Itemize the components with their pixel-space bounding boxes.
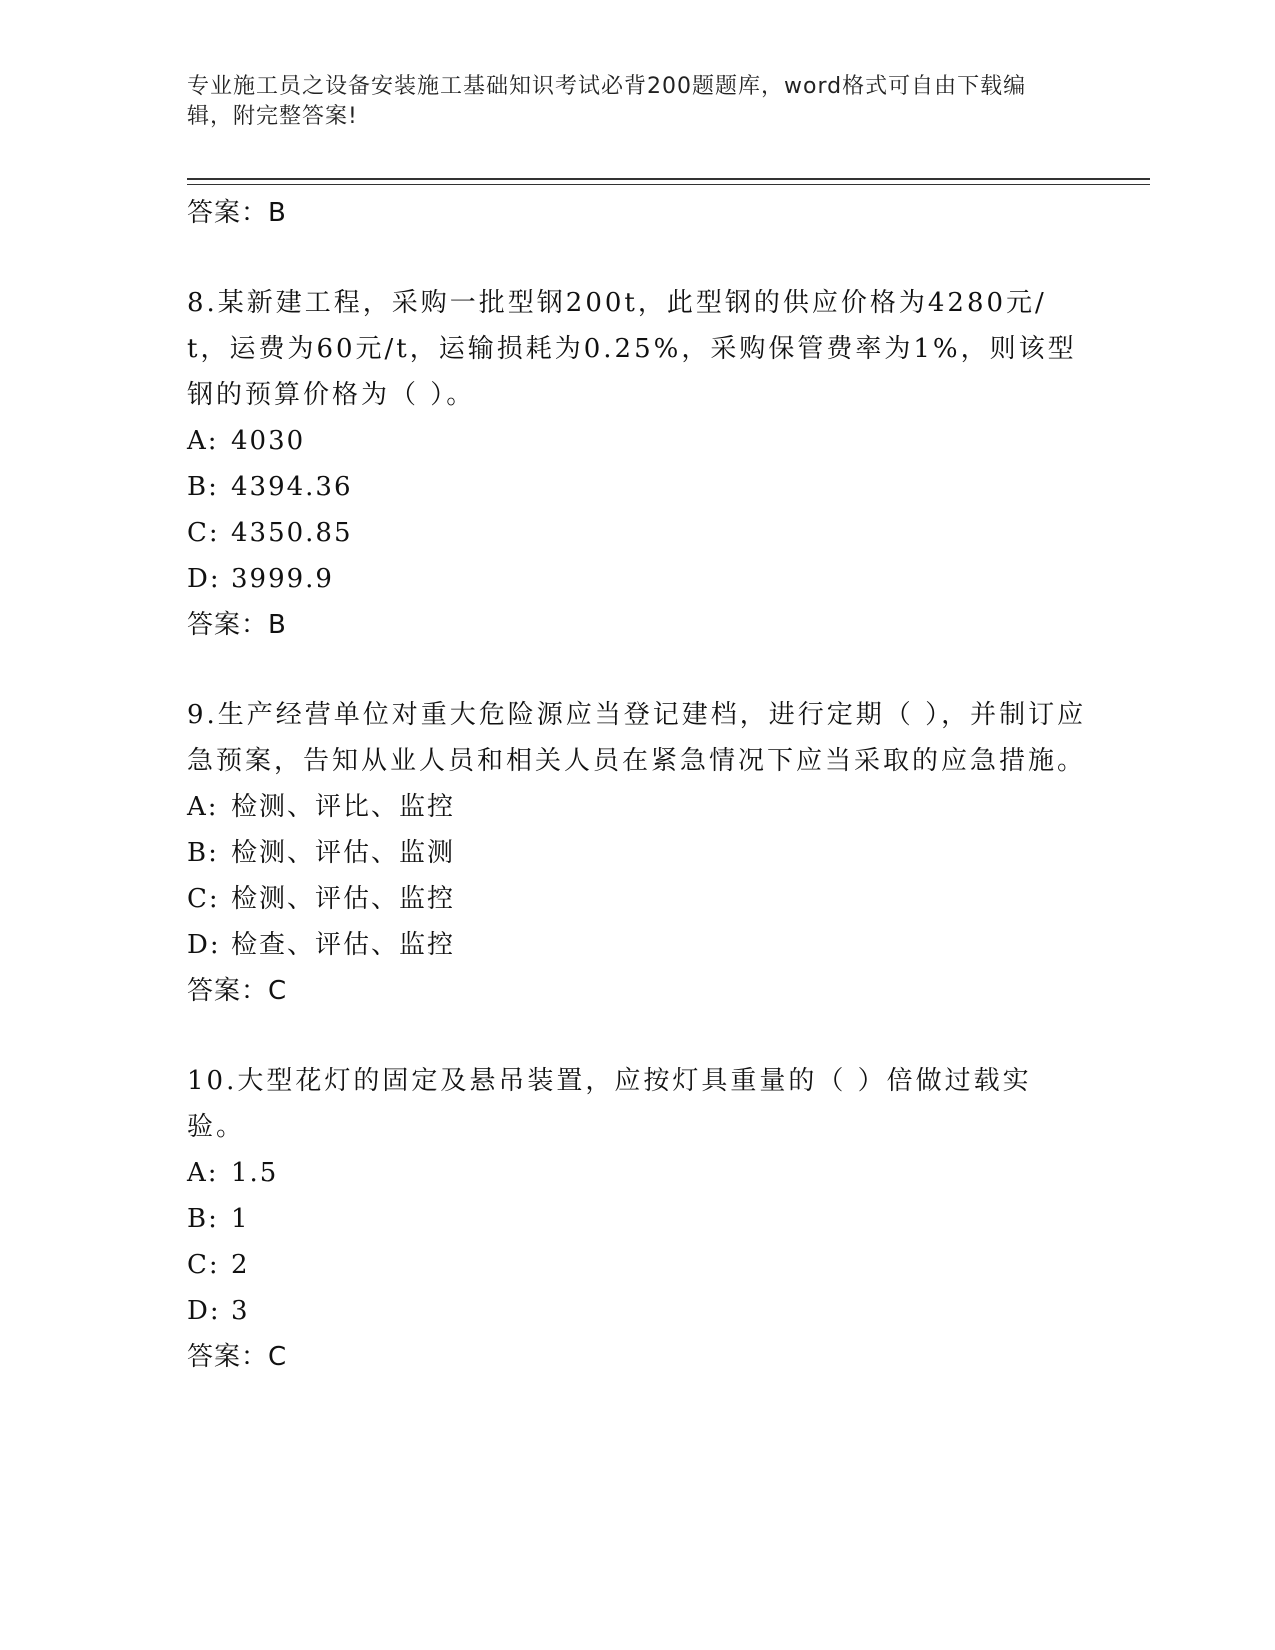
option-item — [187, 464, 1087, 510]
question-block — [187, 280, 1087, 648]
question-stem: 10.大型花灯的固定及悬吊装置，应按灯具重量的（ ）倍做过载实验。 — [187, 1066, 1032, 1142]
option-key: D: — [187, 564, 221, 594]
option-key: A: — [187, 792, 219, 822]
option-key: A: — [187, 426, 219, 456]
option-text: 4030 — [231, 426, 306, 456]
answer-line: 答案：C — [187, 976, 288, 1006]
option-text: 3999.9 — [231, 564, 334, 594]
option-text: 检测、评比、监控 — [231, 792, 456, 822]
option-key: B: — [187, 1204, 219, 1234]
option-key: A: — [187, 1158, 219, 1188]
header-divider — [187, 178, 1150, 185]
option-text: 3 — [231, 1296, 250, 1326]
option-key: B: — [187, 838, 219, 868]
option-text: 检测、评估、监测 — [231, 838, 456, 868]
option-item — [187, 1150, 1087, 1196]
option-text: 4350.85 — [231, 518, 353, 548]
option-item — [187, 556, 1087, 602]
option-item — [187, 510, 1087, 556]
answer-line: 答案：C — [187, 1342, 288, 1372]
document-content — [187, 190, 1087, 1380]
answer-line: 答案：B — [187, 610, 287, 640]
option-text: 检查、评估、监控 — [231, 930, 456, 960]
option-text: 2 — [231, 1250, 250, 1280]
option-key: C: — [187, 518, 220, 548]
option-item — [187, 784, 1087, 830]
option-item — [187, 1288, 1087, 1334]
option-item — [187, 830, 1087, 876]
option-text: 4394.36 — [231, 472, 353, 502]
option-item — [187, 1242, 1087, 1288]
option-key: B: — [187, 472, 219, 502]
document-header: 专业施工员之设备安装施工基础知识考试必背200题题库，word格式可自由下载编辑，附完整答案! — [187, 74, 1027, 129]
option-item — [187, 1196, 1087, 1242]
option-key: C: — [187, 884, 220, 914]
answer-line: 答案：B — [187, 198, 287, 228]
question-block — [187, 692, 1087, 1014]
option-text: 1.5 — [231, 1158, 279, 1188]
option-text: 检测、评估、监控 — [231, 884, 456, 914]
option-item — [187, 418, 1087, 464]
option-key: C: — [187, 1250, 220, 1280]
question-stem: 9.生产经营单位对重大危险源应当登记建档，进行定期（ ），并制订应急预案，告知从业人员和相关人员在紧急情况下应当采取的应急措施。 — [187, 700, 1087, 776]
option-item — [187, 876, 1087, 922]
option-text: 1 — [231, 1204, 250, 1234]
option-key: D: — [187, 1296, 221, 1326]
option-key: D: — [187, 930, 221, 960]
question-block — [187, 1058, 1087, 1380]
question-stem: 8.某新建工程，采购一批型钢200t，此型钢的供应价格为4280元/t，运费为60元/t，运输损耗为0.25%，采购保管费率为1%，则该型钢的预算价格为（ ）。 — [187, 288, 1077, 410]
option-item — [187, 922, 1087, 968]
